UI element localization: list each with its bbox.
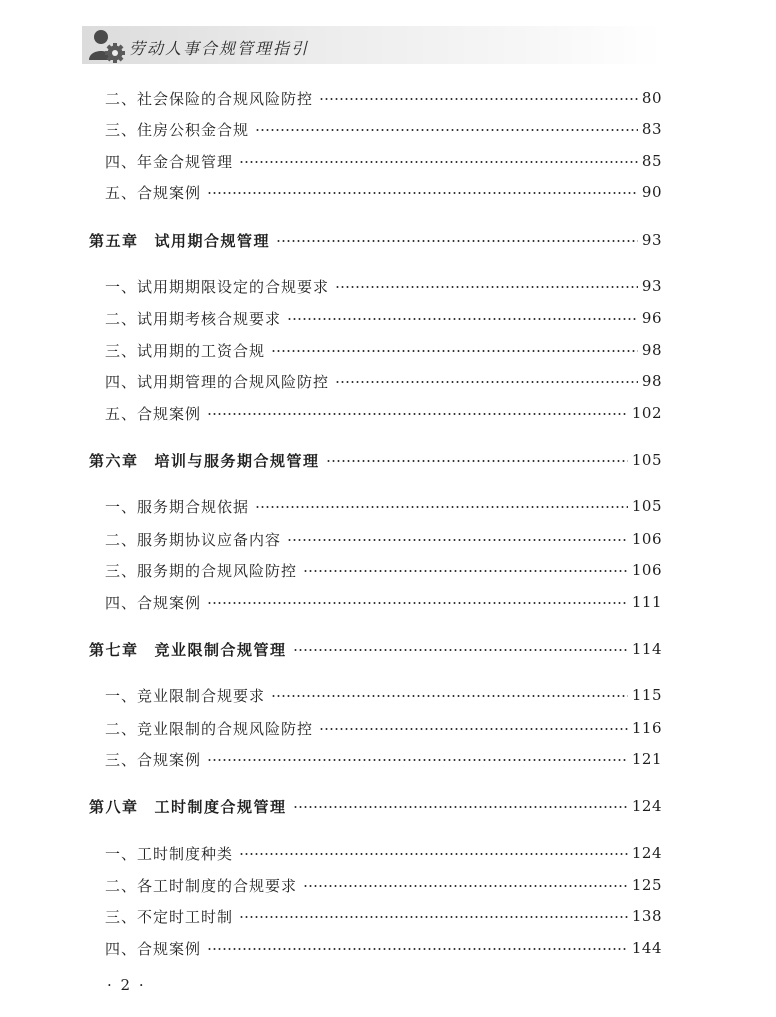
dot-leader — [207, 759, 628, 761]
dot-leader — [271, 350, 638, 352]
entry-page-number: 106 — [631, 530, 662, 548]
entry-page-number: 124 — [631, 797, 662, 815]
entry-page-number: 106 — [631, 561, 662, 579]
toc-section-entry[interactable] — [0, 306, 776, 330]
chapter-number: 第七章 — [89, 640, 139, 659]
entry-page-number: 124 — [631, 844, 662, 862]
entry-page-number: 93 — [641, 277, 662, 295]
dot-leader — [303, 570, 628, 572]
toc-section-entry[interactable] — [0, 904, 776, 928]
entry-page-number: 85 — [641, 152, 662, 170]
page-number: · 2 · — [107, 976, 146, 994]
toc-section-entry[interactable] — [0, 338, 776, 362]
entry-page-number: 121 — [631, 750, 662, 768]
toc-section-entry[interactable] — [0, 369, 776, 393]
toc-section-entry[interactable] — [0, 86, 776, 110]
dot-leader — [271, 695, 628, 697]
entry-page-number: 102 — [631, 404, 662, 422]
entry-title: 三、试用期的工资合规 — [105, 341, 266, 360]
dot-leader — [207, 413, 628, 415]
dot-leader — [207, 948, 628, 950]
entry-title: 一、竞业限制合规要求 — [105, 686, 266, 705]
dot-leader — [239, 916, 628, 918]
entry-title: 五、合规案例 — [105, 183, 202, 202]
entry-title: 二、各工时制度的合规要求 — [105, 876, 298, 895]
entry-title: 二、竞业限制的合规风险防控 — [105, 719, 314, 738]
dot-leader — [319, 98, 638, 100]
toc-section-entry[interactable] — [0, 716, 776, 740]
entry-page-number: 83 — [641, 120, 662, 138]
dot-leader — [207, 602, 628, 604]
toc-chapter-entry[interactable] — [0, 794, 776, 818]
entry-title: 一、工时制度种类 — [105, 844, 234, 863]
entry-page-number: 116 — [631, 719, 662, 737]
entry-title: 二、社会保险的合规风险防控 — [105, 89, 314, 108]
chapter-number: 第八章 — [89, 797, 139, 816]
toc-section-entry[interactable] — [0, 747, 776, 771]
chapter-number: 第六章 — [89, 451, 139, 470]
dot-leader — [293, 806, 628, 808]
toc-section-entry[interactable] — [0, 401, 776, 425]
entry-title: 四、合规案例 — [105, 593, 202, 612]
entry-title: 四、试用期管理的合规风险防控 — [105, 372, 330, 391]
entry-title: 工时制度合规管理 — [154, 797, 287, 816]
entry-page-number: 144 — [631, 939, 662, 957]
dot-leader — [207, 192, 638, 194]
toc-chapter-entry[interactable] — [0, 448, 776, 472]
dot-leader — [335, 381, 638, 383]
entry-page-number: 80 — [641, 89, 662, 107]
chapter-number: 第五章 — [89, 231, 139, 250]
entry-page-number: 111 — [631, 593, 662, 611]
entry-page-number: 96 — [641, 309, 662, 327]
entry-page-number: 125 — [631, 876, 662, 894]
entry-title: 竞业限制合规管理 — [154, 640, 287, 659]
entry-title: 一、试用期期限设定的合规要求 — [105, 277, 330, 296]
toc-section-entry[interactable] — [0, 841, 776, 865]
dot-leader — [239, 161, 638, 163]
toc-section-entry[interactable] — [0, 683, 776, 707]
toc-section-entry[interactable] — [0, 936, 776, 960]
dot-leader — [287, 539, 628, 541]
dot-leader — [293, 649, 628, 651]
entry-page-number: 93 — [641, 231, 662, 249]
entry-page-number: 114 — [631, 640, 662, 658]
entry-page-number: 98 — [641, 341, 662, 359]
entry-title: 三、合规案例 — [105, 750, 202, 769]
toc-section-entry[interactable] — [0, 558, 776, 582]
toc-section-entry[interactable] — [0, 527, 776, 551]
toc-chapter-entry[interactable] — [0, 637, 776, 661]
dot-leader — [319, 728, 628, 730]
toc-section-entry[interactable] — [0, 274, 776, 298]
dot-leader — [276, 240, 638, 242]
entry-title: 一、服务期合规依据 — [105, 497, 250, 516]
entry-title: 五、合规案例 — [105, 404, 202, 423]
entry-page-number: 115 — [631, 686, 662, 704]
dot-leader — [255, 129, 638, 131]
toc-section-entry[interactable] — [0, 873, 776, 897]
entry-page-number: 90 — [641, 183, 662, 201]
entry-page-number: 138 — [631, 907, 662, 925]
entry-title: 四、合规案例 — [105, 939, 202, 958]
entry-page-number: 105 — [631, 451, 662, 469]
dot-leader — [303, 885, 628, 887]
dot-leader — [255, 506, 628, 508]
entry-title: 三、服务期的合规风险防控 — [105, 561, 298, 580]
dot-leader — [287, 318, 638, 320]
entry-title: 试用期合规管理 — [154, 231, 271, 250]
dot-leader — [326, 460, 628, 462]
toc-section-entry[interactable] — [0, 149, 776, 173]
dot-leader — [335, 286, 638, 288]
entry-title: 培训与服务期合规管理 — [154, 451, 320, 470]
entry-title: 三、住房公积金合规 — [105, 120, 250, 139]
entry-page-number: 105 — [631, 497, 662, 515]
toc-section-entry[interactable] — [0, 590, 776, 614]
toc-section-entry[interactable] — [0, 117, 776, 141]
toc-section-entry[interactable] — [0, 494, 776, 518]
entry-title: 二、试用期考核合规要求 — [105, 309, 282, 328]
entry-title: 三、不定时工时制 — [105, 907, 234, 926]
entry-title: 四、年金合规管理 — [105, 152, 234, 171]
header-title: 劳动人事合规管理指引 — [129, 39, 310, 58]
toc-chapter-entry[interactable] — [0, 228, 776, 252]
entry-title: 二、服务期协议应备内容 — [105, 530, 282, 549]
toc-section-entry[interactable] — [0, 180, 776, 204]
entry-page-number: 98 — [641, 372, 662, 390]
dot-leader — [239, 853, 628, 855]
